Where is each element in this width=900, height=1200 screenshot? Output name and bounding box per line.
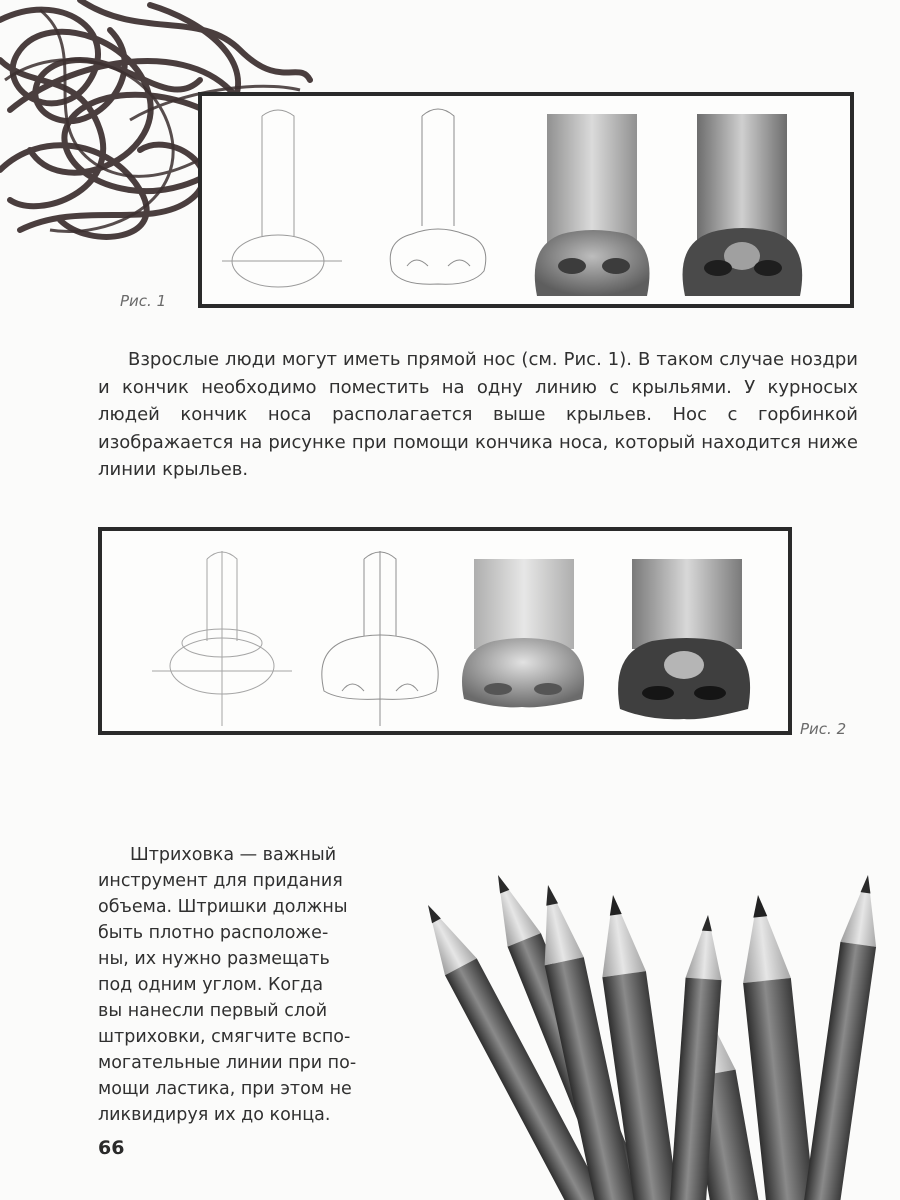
page-number: 66 — [98, 1137, 125, 1159]
hatching-line: Штриховка — важный — [130, 845, 337, 865]
hatching-line: быть плотно расположе- — [98, 923, 329, 943]
hatching-line: мощи ластика, при этом не — [98, 1079, 352, 1099]
pencils-photo — [408, 855, 900, 1200]
hatching-line: инструмент для придания — [98, 871, 343, 891]
hatching-line: могательные линии при по- — [98, 1053, 357, 1073]
hatching-line: вы нанесли первый слой — [98, 1001, 328, 1021]
figure-2-caption: Рис. 2 — [800, 720, 847, 738]
hatching-line: ны, их нужно размещать — [98, 949, 330, 969]
hatching-line: объема. Штришки должны — [98, 897, 348, 917]
hatching-line: под одним углом. Когда — [98, 975, 324, 995]
body-paragraph-nose-types: Взрослые люди могут иметь прямой нос (см. Рис. 1). В таком случае ноздри и кончик необходимо поместить на одну линию с крыльями. У курносых людей кончик носа располагается выше крыльев. Нос с горбинкой изображается на рисунке при помощи кончика носа, который находится ниже линии крыльев. — [98, 349, 858, 480]
figure-2-drawing — [102, 531, 788, 731]
figure-1-caption: Рис. 1 — [120, 292, 167, 310]
figure-2-nose-stages — [98, 527, 792, 735]
figure-1-nose-stages — [198, 92, 854, 308]
figure-1-drawing — [202, 96, 850, 304]
hatching-line: ликвидируя их до конца. — [98, 1105, 331, 1125]
hatching-line: штриховки, смягчите вспо- — [98, 1027, 351, 1047]
